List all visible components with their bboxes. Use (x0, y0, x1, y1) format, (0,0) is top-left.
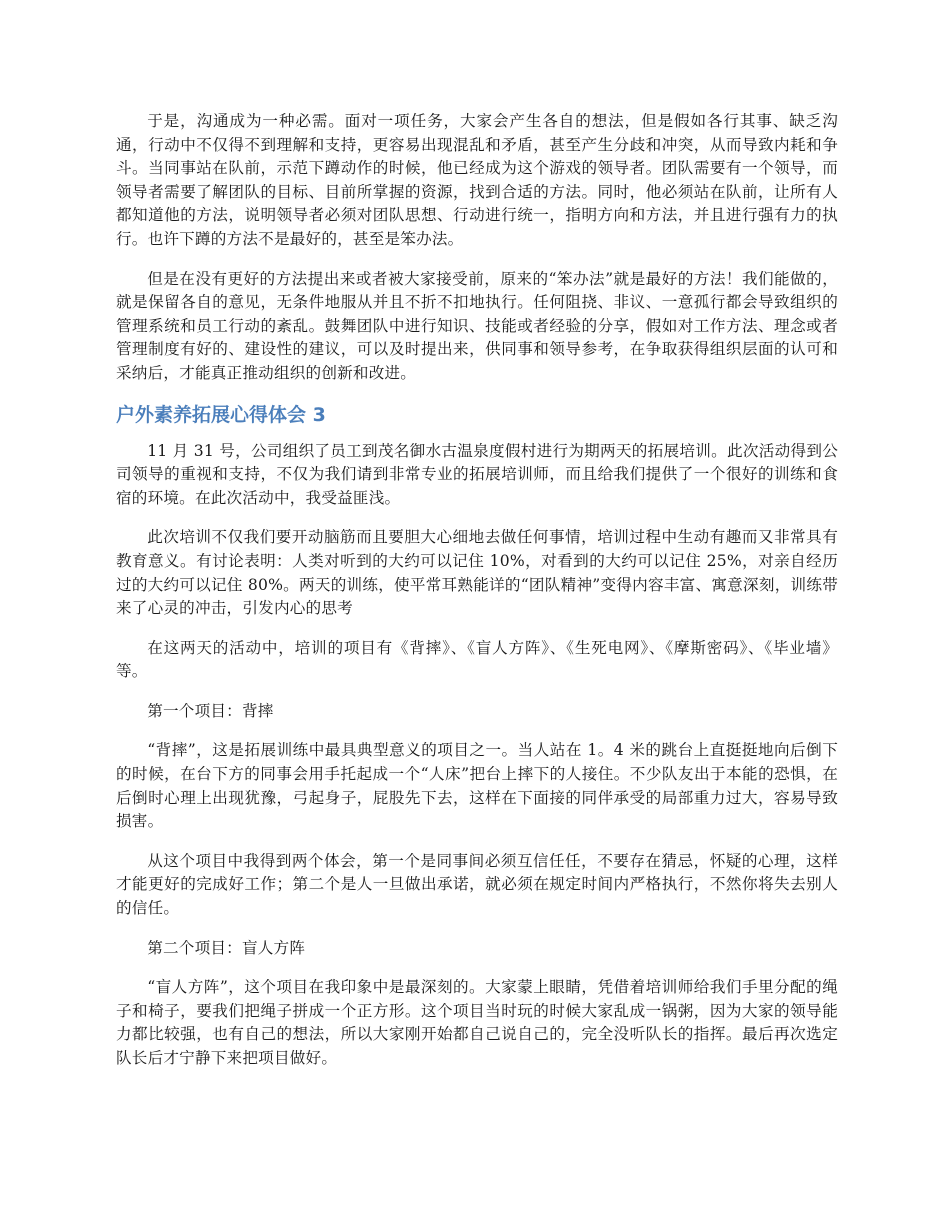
paragraph: “背摔”，这是拓展训练中最具典型意义的项目之一。当人站在 1。4 米的跳台上直挺挺地向后倒下的时候，在台下方的同事会用手托起成一个“人床”把台上摔下的人接住。不少队友出于本能的恐惧，在后倒时心理上出现犹豫，弓起身子，屁股先下去，这样在下面接的同伴承受的局部重力过大，容易导致损害。 (116, 741, 838, 831)
paragraph: 从这个项目中我得到两个体会，第一个是同事间必须互信任任，不要存在猜忌，怀疑的心理，这样才能更好的完成好工作；第二个是人一旦做出承诺，就必须在规定时间内严格执行，不然你将失去别人的信任。 (116, 851, 838, 918)
paragraph: 于是，沟通成为一种必需。面对一项任务，大家会产生各自的想法，但是假如各行其事、缺乏沟通，行动中不仅得不到理解和支持，更容易出现混乱和矛盾，甚至产生分歧和冲突，从而导致内耗和争斗。当同事站在队前，示范下蹲动作的时候，他已经成为这个游戏的领导者。团队需要有一个领导，而领导者需要了解团队的目标、目前所掌握的资源，找到合适的方法。同时，他必须站在队前，让所有人都知道他的方法，说明领导者必须对团队思想、行动进行统一，指明方向和方法，并且进行强有力的执行。也许下蹲的方法不是最好的，甚至是笨办法。 (116, 112, 838, 248)
section-title: 户外素养拓展心得体会 3 (116, 403, 326, 426)
paragraph: 11 月 31 号，公司组织了员工到茂名御水古温泉度假村进行为期两天的拓展培训。此次活动得到公司领导的重视和支持，不仅为我们请到非常专业的拓展培训师，而且给我们提供了一个很好的训练和食宿的环境。在此次活动中，我受益匪浅。 (116, 441, 838, 507)
paragraph: 但是在没有更好的方法提出来或者被大家接受前，原来的“笨办法”就是最好的方法！我们能做的，就是保留各自的意见，无条件地服从并且不折不扣地执行。任何阻挠、非议、一意孤行都会导致组织的管理系统和员工行动的紊乱。鼓舞团队中进行知识、技能或者经验的分享，假如对工作方法、理念或者管理制度有好的、建设性的建议，可以及时提出来，供同事和领导参考，在争取获得组织层面的认可和采纳后，才能真正推动组织的创新和改进。 (116, 269, 838, 382)
paragraph: “盲人方阵”，这个项目在我印象中是最深刻的。大家蒙上眼睛，凭借着培训师给我们手里分配的绳子和椅子，要我们把绳子拼成一个正方形。这个项目当时玩的时候大家乱成一锅粥，因为大家的领导能力都比较强，也有自己的想法，所以大家刚开始都自己说自己的，完全没听队长的指挥。最后再次选定队长后才宁静下来把项目做好。 (116, 978, 838, 1067)
subsection-label: 第一个项目：背摔 (147, 701, 274, 720)
paragraph: 在这两天的活动中，培训的项目有《背摔》、《盲人方阵》、《生死电网》、《摩斯密码》、《毕业墙》等。 (116, 638, 838, 681)
paragraph: 此次培训不仅我们要开动脑筋而且要胆大心细地去做任何事情，培训过程中生动有趣而又非常具有教育意义。有讨论表明：人类对听到的大约可以记住 10%，对看到的大约可以记住 25%，对亲自经历过的大约可以记住 80%。两天的训练，使平常耳熟能详的“团队精神”变得内容丰富、寓意深刻，训练带来了心灵的冲击，引发内心的思考 (116, 528, 838, 618)
subsection-label: 第二个项目：盲人方阵 (147, 938, 306, 957)
